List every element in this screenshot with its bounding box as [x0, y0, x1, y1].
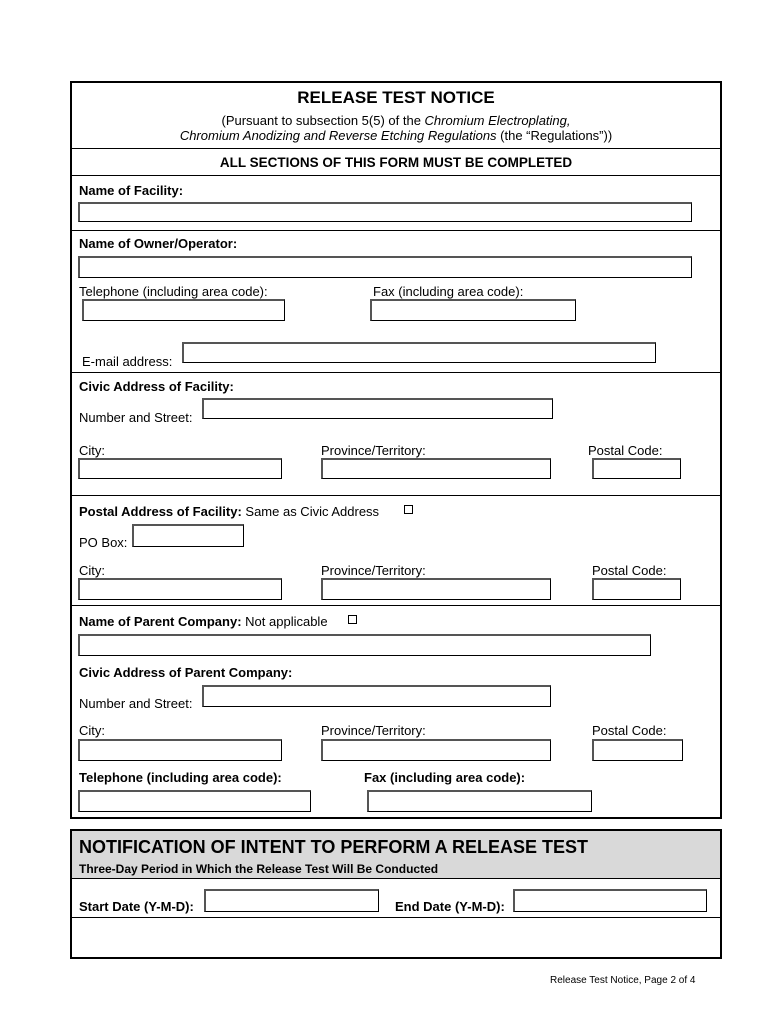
facility-name-field[interactable]: [78, 202, 692, 222]
form-subtitle-line2: [70, 128, 722, 143]
province-label: Province/Territory:: [321, 723, 426, 738]
city-field[interactable]: [78, 739, 282, 761]
divider: [71, 878, 721, 879]
parent-company-heading: Name of Parent Company:: [79, 614, 242, 629]
parent-fax-field[interactable]: [367, 790, 592, 812]
email-label: E-mail address:: [82, 354, 173, 369]
po-box-field[interactable]: [132, 524, 244, 547]
civic-address-heading: Civic Address of Facility:: [79, 379, 234, 394]
start-date-label: Start Date (Y-M-D):: [79, 899, 194, 914]
parent-company-heading-row: [79, 614, 328, 629]
email-field[interactable]: [182, 342, 656, 363]
po-box-label: PO Box:: [79, 535, 128, 550]
owner-operator-label: Name of Owner/Operator:: [79, 236, 238, 251]
regulation-name-part1: Chromium Electroplating,: [424, 113, 571, 128]
street-field[interactable]: [202, 685, 551, 707]
same-as-civic-label: Same as Civic Address: [241, 504, 380, 519]
city-field[interactable]: [78, 458, 282, 479]
same-as-civic-checkbox[interactable]: [404, 505, 413, 514]
parent-telephone-field[interactable]: [78, 790, 311, 812]
street-field[interactable]: [202, 398, 553, 419]
not-applicable-label: Not applicable: [241, 614, 328, 629]
divider: [71, 495, 721, 496]
end-date-label: End Date (Y-M-D):: [395, 899, 505, 914]
page-footer: Release Test Notice, Page 2 of 4: [550, 975, 696, 986]
postal-address-heading-row: [79, 504, 379, 519]
owner-operator-field[interactable]: [78, 256, 692, 278]
postal-code-field[interactable]: [592, 739, 683, 761]
postal-code-field[interactable]: [592, 458, 681, 479]
province-field[interactable]: [321, 578, 551, 600]
city-label: City:: [79, 443, 105, 458]
postal-code-label: Postal Code:: [588, 443, 663, 458]
province-field[interactable]: [321, 458, 551, 479]
postal-code-field[interactable]: [592, 578, 681, 600]
city-label: City:: [79, 723, 105, 738]
divider: [71, 605, 721, 606]
divider: [71, 175, 721, 176]
fax-label: Fax (including area code):: [373, 284, 524, 299]
street-label: Number and Street:: [79, 410, 193, 425]
postal-address-heading: Postal Address of Facility:: [79, 504, 242, 519]
street-label: Number and Street:: [79, 696, 193, 711]
parent-company-field[interactable]: [78, 634, 651, 656]
parent-fax-label: Fax (including area code):: [364, 770, 526, 785]
province-field[interactable]: [321, 739, 551, 761]
subtitle-prefix: (Pursuant to subsection 5(5) of the: [221, 113, 425, 128]
postal-code-label: Postal Code:: [592, 723, 667, 738]
start-date-field[interactable]: [204, 889, 379, 912]
parent-civic-address-heading: Civic Address of Parent Company:: [79, 665, 293, 680]
facility-name-label: Name of Facility:: [79, 183, 184, 198]
telephone-label: Telephone (including area code):: [79, 284, 268, 299]
notification-heading: NOTIFICATION OF INTENT TO PERFORM A RELEASE TEST: [79, 837, 589, 857]
regulation-name-part2: Chromium Anodizing and Reverse Etching Regulations: [179, 128, 497, 143]
city-field[interactable]: [78, 578, 282, 600]
end-date-field[interactable]: [513, 889, 707, 912]
divider: [71, 148, 721, 149]
subtitle-suffix: (the “Regulations”)): [496, 128, 613, 143]
city-label: City:: [79, 563, 105, 578]
form-title: RELEASE TEST NOTICE: [297, 88, 495, 107]
province-label: Province/Territory:: [321, 443, 426, 458]
release-period-label: Three-Day Period in Which the Release Test Will Be Conducted: [79, 862, 439, 876]
telephone-field[interactable]: [82, 299, 285, 321]
form-subtitle-line1: [70, 113, 722, 128]
divider: [71, 917, 721, 918]
not-applicable-checkbox[interactable]: [348, 615, 357, 624]
divider: [71, 230, 721, 231]
parent-telephone-label: Telephone (including area code):: [79, 770, 282, 785]
divider: [71, 372, 721, 373]
province-label: Province/Territory:: [321, 563, 426, 578]
postal-code-label: Postal Code:: [592, 563, 667, 578]
all-sections-notice: ALL SECTIONS OF THIS FORM MUST BE COMPLETED: [219, 155, 573, 170]
fax-field[interactable]: [370, 299, 576, 321]
